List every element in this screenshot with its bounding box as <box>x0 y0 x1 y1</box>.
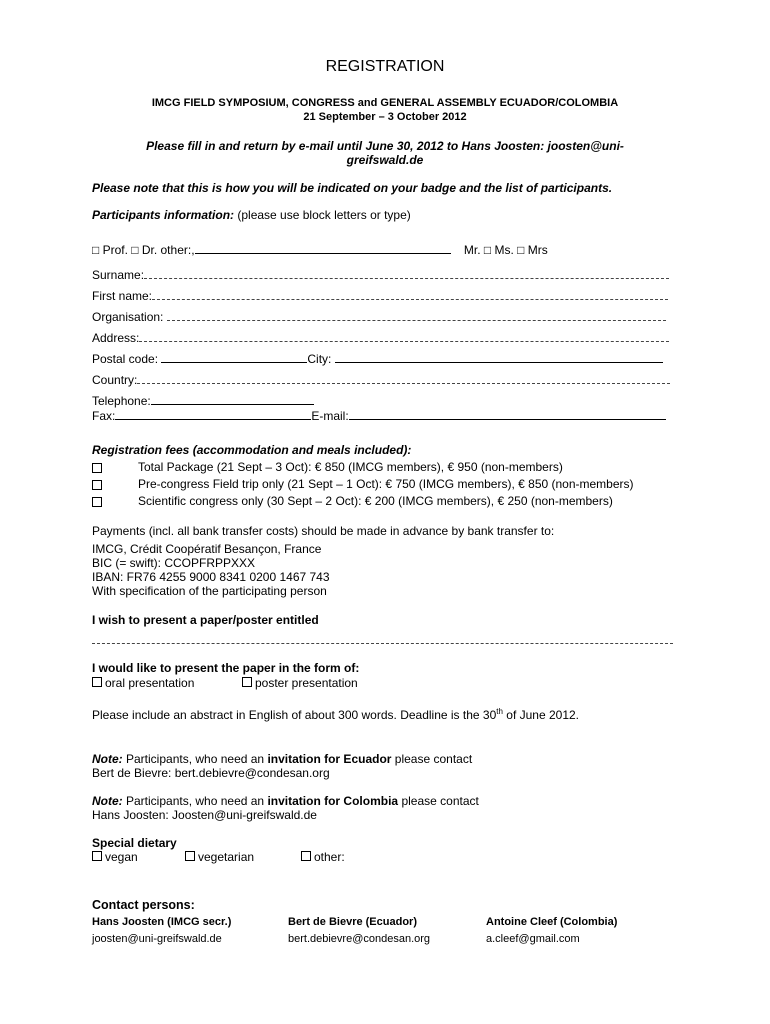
ecuador-note <box>92 752 472 766</box>
other-diet-label: other: <box>314 850 345 864</box>
organisation-label: Organisation: <box>92 310 164 324</box>
salutation-options: Mr. □ Ms. □ Mrs <box>463 243 548 257</box>
fee-option-label: Total Package (21 Sept – 3 Oct): € 850 (IMCG members), € 950 (non-members) <box>138 460 563 474</box>
abstract-sup: th <box>496 707 503 716</box>
contact-name-cleef: Antoine Cleef (Colombia) <box>486 916 618 928</box>
abstract-note <box>92 707 579 722</box>
email-field[interactable] <box>349 409 666 420</box>
vegan-label: vegan <box>105 850 138 864</box>
ecuador-note-bold: invitation for Ecuador <box>267 752 392 766</box>
country-field[interactable] <box>137 373 670 384</box>
contact-name-debievre: Bert de Bievre (Ecuador) <box>288 916 417 928</box>
oral-option[interactable] <box>92 676 194 690</box>
ecuador-note-label: Note: <box>92 752 123 766</box>
colombia-note-label: Note: <box>92 794 123 808</box>
first-name-label: First name: <box>92 289 153 303</box>
title-options: □ Prof. □ Dr. other:, <box>92 243 195 257</box>
fee-option-label: Pre-congress Field trip only (21 Sept – 1 Oct): € 750 (IMCG members), € 850 (non-members) <box>138 477 634 491</box>
ecuador-note-text-end: please contact <box>391 752 473 766</box>
instruction-line-1: Please fill in and return by e-mail until June 30, 2012 to Hans Joosten: joosten@uni- <box>146 139 624 153</box>
payment-spec: With specification of the participating person <box>92 584 327 598</box>
country-label: Country: <box>92 373 138 387</box>
participants-hint: (please use block letters or type) <box>237 208 411 222</box>
checkbox-vegetarian[interactable] <box>185 851 195 861</box>
colombia-note <box>92 794 479 808</box>
surname-row <box>92 268 669 282</box>
abstract-text: Please include an abstract in English of about 300 words. Deadline is the 30 <box>92 708 497 722</box>
title-row <box>92 243 548 257</box>
dietary-heading: Special dietary <box>92 836 177 850</box>
fee-option-total[interactable] <box>92 460 692 476</box>
vegetarian-label: vegetarian <box>198 850 255 864</box>
telephone-label: Telephone: <box>92 394 151 408</box>
oral-label: oral presentation <box>105 676 195 690</box>
fees-heading: Registration fees (accommodation and meals included): <box>92 443 412 457</box>
payment-intro: Payments (incl. all bank transfer costs) should be made in advance by bank transfer to: <box>92 524 555 538</box>
payment-iban: IBAN: FR76 4255 9000 8341 0200 1467 743 <box>92 570 330 584</box>
postal-code-field[interactable] <box>161 352 307 363</box>
contact-email-joosten[interactable]: joosten@uni-greifswald.de <box>92 933 222 945</box>
paper-title-field[interactable] <box>92 633 673 644</box>
abstract-text-end: of June 2012. <box>502 708 579 722</box>
contact-email-cleef[interactable]: a.cleef@gmail.com <box>486 933 580 945</box>
poster-option[interactable] <box>242 676 358 690</box>
contact-email-debievre[interactable]: bert.debievre@condesan.org <box>288 933 431 945</box>
surname-field[interactable] <box>144 268 669 279</box>
email-label: E-mail: <box>311 409 349 423</box>
first-name-field[interactable] <box>152 289 668 300</box>
surname-label: Surname: <box>92 268 145 282</box>
checkbox-scientific-congress[interactable] <box>92 497 102 507</box>
city-label: City: <box>307 352 332 366</box>
checkbox-field-trip[interactable] <box>92 480 102 490</box>
checkbox-other-diet[interactable] <box>301 851 311 861</box>
colombia-note-text-end: please contact <box>398 794 479 808</box>
vegetarian-option[interactable] <box>185 850 254 864</box>
checkbox-poster[interactable] <box>242 677 252 687</box>
contacts-heading: Contact persons: <box>92 898 195 912</box>
fax-label: Fax: <box>92 409 116 423</box>
organisation-field[interactable] <box>167 310 666 321</box>
first-name-row <box>92 289 668 303</box>
event-dates: 21 September – 3 October 2012 <box>303 111 467 123</box>
fee-option-congress[interactable] <box>92 494 692 510</box>
checkbox-vegan[interactable] <box>92 851 102 861</box>
ecuador-note-text: Participants, who need an <box>122 752 268 766</box>
postal-code-label: Postal code: <box>92 352 159 366</box>
colombia-contact: Hans Joosten: Joosten@uni-greifswald.de <box>92 808 317 822</box>
badge-note: Please note that this is how you will be indicated on your badge and the list of participants. <box>92 181 613 195</box>
telephone-row <box>92 394 314 408</box>
country-row <box>92 373 670 387</box>
checkbox-oral[interactable] <box>92 677 102 687</box>
page-title: REGISTRATION <box>325 58 445 75</box>
ecuador-contact: Bert de Bievre: bert.debievre@condesan.org <box>92 766 330 780</box>
colombia-note-bold: invitation for Colombia <box>267 794 399 808</box>
organisation-row <box>92 310 666 324</box>
poster-label: poster presentation <box>255 676 358 690</box>
paper-heading: I wish to present a paper/poster entitled <box>92 613 319 627</box>
paper-form-heading: I would like to present the paper in the form of: <box>92 661 360 675</box>
fee-option-label: Scientific congress only (30 Sept – 2 Oct): € 200 (IMCG members), € 250 (non-members) <box>138 494 613 508</box>
participants-heading-row <box>92 208 411 222</box>
address-label: Address: <box>92 331 140 345</box>
event-name: IMCG FIELD SYMPOSIUM, CONGRESS and GENERAL ASSEMBLY ECUADOR/COLOMBIA <box>151 97 619 109</box>
payment-bic: BIC (= swift): CCOPFRPPXXX <box>92 556 256 570</box>
participants-heading: Participants information: <box>92 208 235 222</box>
fax-email-row <box>92 409 666 423</box>
address-row <box>92 331 669 345</box>
address-field[interactable] <box>139 331 669 342</box>
postal-city-row <box>92 352 663 366</box>
title-other-field[interactable] <box>195 243 451 254</box>
instruction-line-2: greifswald.de <box>346 153 424 167</box>
other-diet-option[interactable] <box>301 850 345 864</box>
colombia-note-text: Participants, who need an <box>122 794 268 808</box>
fee-option-field-trip[interactable] <box>92 477 692 493</box>
fax-field[interactable] <box>115 409 311 420</box>
checkbox-total-package[interactable] <box>92 463 102 473</box>
vegan-option[interactable] <box>92 850 138 864</box>
city-field[interactable] <box>335 352 663 363</box>
telephone-field[interactable] <box>151 394 314 405</box>
payment-bank: IMCG, Crédit Coopératif Besançon, France <box>92 542 322 556</box>
contact-name-joosten: Hans Joosten (IMCG secr.) <box>92 916 232 928</box>
